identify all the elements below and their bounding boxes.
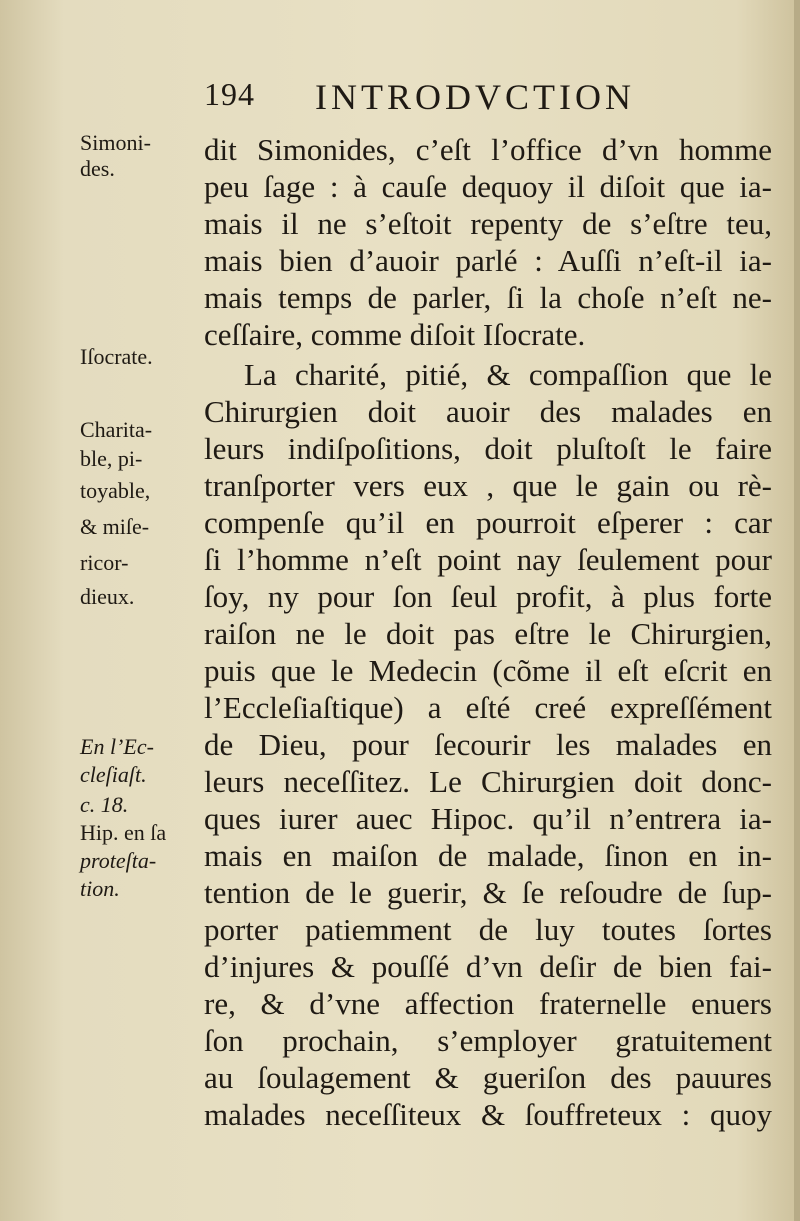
page-number: 194 — [204, 76, 255, 112]
text-line: ſi l’homme n’eſt point nay ſeulement pour — [204, 542, 772, 577]
text-line: porter patiemment de luy toutes ſortes — [204, 912, 772, 947]
margin-note: Simoni- — [80, 130, 151, 155]
margin-note: & miſe- — [80, 514, 150, 539]
page-edge — [794, 0, 800, 1221]
text-line: ques iurer auec Hipoc. qu’il n’entrera ia- — [204, 801, 772, 836]
text-line: mais bien d’auoir parlé : Auſſi n’eſt-il ia- — [204, 243, 772, 278]
margin-note: proteſta- — [80, 848, 157, 873]
text-line: tention de le guerir, & ſe reſoudre de ſup- — [204, 875, 772, 910]
text-line: ceſſaire, comme diſoit Iſocrate. — [204, 317, 586, 352]
text-line: mais temps de parler, ſi la choſe n’eſt ne- — [204, 280, 772, 315]
text-line: l’Eccleſiaſtique) a eſté creé expreſſément — [204, 690, 772, 725]
margin-note: dieux. — [80, 584, 135, 609]
margin-note: tion. — [80, 876, 120, 901]
text-line: tranſporter vers eux , que le gain ou rè- — [204, 468, 772, 503]
text-line: peu ſage : à cauſe dequoy il diſoit que ia- — [204, 169, 772, 204]
margin-note: Iſocrate. — [80, 344, 153, 369]
text-line: La charité, pitié, & compaſſion que le — [244, 357, 772, 392]
margin-note: c. 18. — [80, 792, 129, 817]
text-line: de Dieu, pour ſecourir les malades en — [204, 727, 772, 762]
margin-note: toyable, — [80, 478, 151, 503]
running-header — [0, 76, 800, 116]
text-line: leurs indiſpoſitions, doit pluſtoſt le faire — [204, 431, 772, 466]
margin-note: ricor- — [80, 550, 129, 575]
text-line: ſoy, ny pour ſon ſeul profit, à plus forte — [204, 579, 772, 614]
text-line: mais en maiſon de malade, ſinon en in- — [204, 838, 772, 873]
margin-note: En l’Ec- — [80, 734, 154, 759]
text-line: malades neceſſiteux & ſouffreteux : quoy — [204, 1097, 772, 1132]
text-line: re, & d’vne affection fraternelle enuers — [204, 986, 772, 1021]
text-line: puis que le Medecin (cõme il eſt eſcrit en — [204, 653, 772, 688]
margin-note: ble, pi- — [80, 446, 143, 471]
margin-note: Hip. en ſa — [80, 820, 167, 845]
running-title: INTRODVCTION — [315, 77, 635, 117]
text-line: compenſe qu’il en pourroit eſperer : car — [204, 505, 772, 540]
text-line: mais il ne s’eſtoit repenty de s’eſtre teu, — [204, 206, 772, 241]
margin-note: Charita- — [80, 417, 153, 442]
margin-note: des. — [80, 156, 115, 181]
text-line: Chirurgien doit auoir des malades en — [204, 394, 772, 429]
text-line: d’injures & pouſſé d’vn deſir de bien fai- — [204, 949, 772, 984]
text-line: ſon prochain, s’employer gratuitement — [204, 1023, 772, 1058]
text-line: raiſon ne le doit pas eſtre le Chirurgien, — [204, 616, 772, 651]
text-line: leurs neceſſitez. Le Chirurgien doit donc- — [204, 764, 772, 799]
text-line: au ſoulagement & gueriſon des pauures — [204, 1060, 772, 1095]
text-line: dit Simonides, c’eſt l’office d’vn homme — [204, 132, 772, 167]
margin-note: cleſiaſt. — [80, 762, 147, 787]
